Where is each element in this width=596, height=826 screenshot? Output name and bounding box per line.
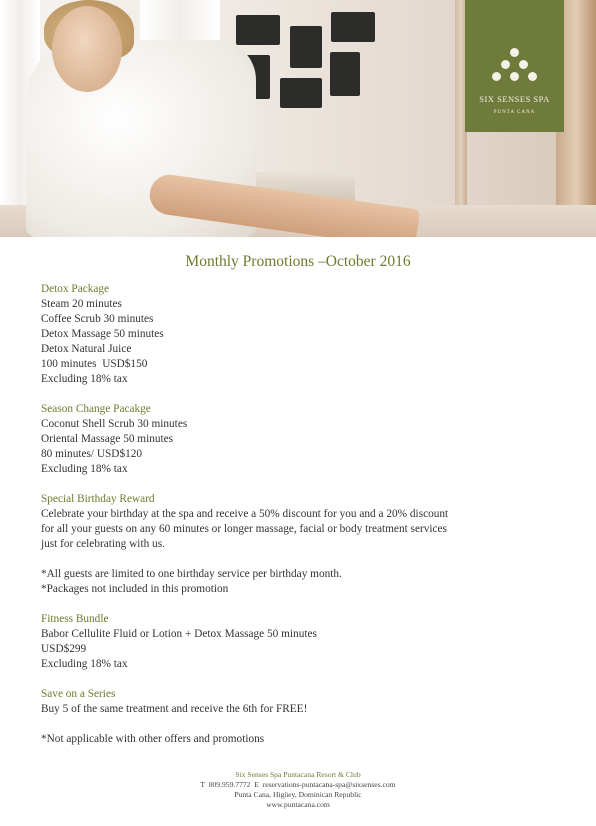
birthday-note: *Packages not included in this promotion [41,583,229,595]
page-title: Monthly Promotions –October 2016 [185,253,411,270]
footer-address: Punta Cana, Higüey, Dominican Republic [234,790,362,799]
detail-line: Detox Massage 50 minutes [41,328,164,340]
section-birthday-reward [41,492,561,597]
detail-line: Coconut Shell Scrub 30 minutes [41,418,188,430]
section-fitness-bundle [41,612,561,672]
section-title: Detox Package [41,283,110,295]
section-title: Save on a Series [41,688,116,700]
description-line: just for celebrating with us. [41,538,165,550]
woman-face [52,6,122,92]
tax-note: Excluding 18% tax [41,373,128,385]
price-line: USD$299 [41,643,87,655]
price-line: 80 minutes/ USD$120 [41,448,143,460]
detail-line: Buy 5 of the same treatment and receive the 6th for FREE! [41,703,308,715]
section-detox-package [41,282,561,387]
section-title: Fitness Bundle [41,613,109,625]
logo-title: SIX SENSES SPA [479,94,550,104]
wall-art-tile [330,52,360,96]
footer [0,770,596,810]
birthday-note: *All guests are limited to one birthday service per birthday month. [41,568,342,580]
wall-art-tile [280,78,322,108]
detail-line: Oriental Massage 50 minutes [41,433,174,445]
tax-note: Excluding 18% tax [41,658,128,670]
six-senses-logo [465,0,564,132]
promotions-list [41,282,561,747]
detail-line: Babor Cellulite Fluid or Lotion + Detox Massage 50 minutes [41,628,317,640]
detail-line: Coffee Scrub 30 minutes [41,313,154,325]
wall-art-tile [331,12,375,42]
description-line: Celebrate your birthday at the spa and receive a 50% discount for you and a 20% discount [41,508,449,520]
wall-art-tile [290,26,322,68]
birthday-description [41,507,561,552]
description-line: for all your guests on any 60 minutes or longer massage, facial or body treatment services [41,523,447,535]
section-season-change [41,402,561,477]
section-save-on-series [41,687,561,717]
footer-contact: T 809.959.7772 E reservations-puntacana-spa@sixsenses.com [200,780,396,789]
detail-line: Steam 20 minutes [41,298,122,310]
section-title: Season Change Pacakge [41,403,151,415]
tax-note: Excluding 18% tax [41,463,128,475]
hero-photo [0,0,596,237]
footer-resort-name: Six Senses Spa Puntacana Resort & Club [235,770,361,779]
disclaimer: *Not applicable with other offers and promotions [41,733,265,745]
logo-subtitle: PUNTA CANA [493,110,536,115]
section-title: Special Birthday Reward [41,493,155,505]
detail-line: Detox Natural Juice [41,343,132,355]
price-line: 100 minutes USD$150 [41,358,148,370]
dots-logo-icon [465,48,564,88]
footer-website: www.puntacana.com [266,800,330,809]
wall-art-tile [236,15,280,45]
